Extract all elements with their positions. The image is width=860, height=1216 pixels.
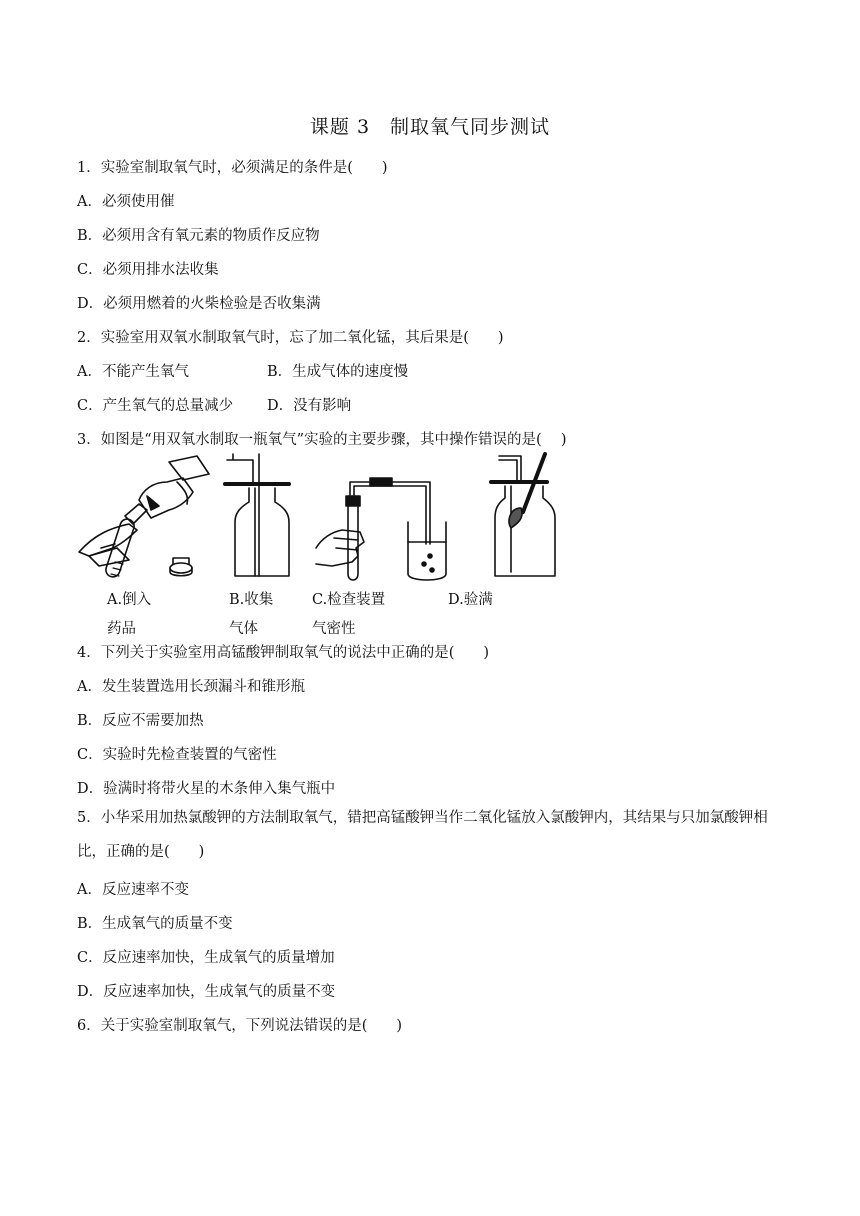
question-1-option-c: C．必须用排水法收集 bbox=[77, 262, 219, 278]
question-4-stem: 4．下列关于实验室用高锰酸钾制取氧气的说法中正确的是( ) bbox=[77, 645, 490, 661]
question-5-option-b: B．生成氧气的质量不变 bbox=[77, 916, 233, 932]
question-1-option-d: D．必须用燃着的火柴检验是否收集满 bbox=[77, 296, 321, 312]
question-4-option-d: D．验满时将带火星的木条伸入集气瓶中 bbox=[77, 781, 336, 797]
caption-c-line1: C.检查装置 bbox=[312, 592, 386, 608]
figure-caption-c bbox=[312, 586, 385, 644]
question-2-option-a: A．不能产生氧气 bbox=[77, 364, 189, 380]
question-2-option-d: D．没有影响 bbox=[267, 398, 352, 414]
caption-c-line2: 气密性 bbox=[312, 621, 356, 637]
question-1-option-a: A．必须使用催 bbox=[77, 194, 175, 210]
caption-d-line1: D.验满 bbox=[448, 592, 493, 608]
question-1-stem: 1．实验室制取氧气时，必须满足的条件是( ) bbox=[77, 160, 388, 176]
question-3-stem: 3．如图是“用双氧水制取一瓶氧气”实验的主要步骤，其中操作错误的是( ) bbox=[77, 432, 567, 448]
gas-full-check-illustration bbox=[491, 454, 555, 576]
question-2-stem: 2．实验室用双氧水制取氧气时，忘了加二氧化锰，其后果是( ) bbox=[77, 330, 504, 346]
gas-collection-bottle-illustration bbox=[225, 454, 289, 576]
question-5-stem: 5．小华采用加热氯酸钾的方法制取氧气，错把高锰酸钾当作二氧化锰放入氯酸钾内，其结果与只加氯酸钾相比，正确的是( ) bbox=[77, 810, 768, 860]
question-4-option-b: B．反应不需要加热 bbox=[77, 713, 204, 729]
question-5-option-d: D．反应速率加快，生成氧气的质量不变 bbox=[77, 984, 336, 1000]
question-4-option-c: C．实验时先检查装置的气密性 bbox=[77, 747, 277, 763]
question-2-option-b: B．生成气体的速度慢 bbox=[267, 364, 409, 380]
question-1-option-b: B．必须用含有氧元素的物质作反应物 bbox=[77, 228, 320, 244]
question-2-option-c: C．产生氧气的总量减少 bbox=[77, 398, 234, 414]
caption-a-line2: 药品 bbox=[107, 621, 136, 637]
page-title: 课题 3 制取氧气同步测试 bbox=[309, 116, 551, 138]
pouring-reagent-illustration bbox=[79, 456, 209, 579]
figure-caption-d bbox=[448, 586, 493, 615]
caption-a-line1: A.倒入 bbox=[107, 592, 152, 608]
figure-caption-b bbox=[229, 586, 273, 644]
question-5-option-c: C．反应速率加快，生成氧气的质量增加 bbox=[77, 950, 335, 966]
question-4-option-a: A．发生装置选用长颈漏斗和锥形瓶 bbox=[77, 679, 305, 695]
airtightness-check-illustration bbox=[316, 478, 446, 580]
experiment-steps-figure bbox=[77, 452, 597, 592]
question-5-option-a: A．反应速率不变 bbox=[77, 882, 189, 898]
figure-caption-a bbox=[107, 586, 151, 644]
question-6-stem: 6．关于实验室制取氧气，下列说法错误的是( ) bbox=[77, 1018, 403, 1034]
caption-b-line1: B.收集 bbox=[229, 592, 274, 608]
caption-b-line2: 气体 bbox=[229, 621, 258, 637]
